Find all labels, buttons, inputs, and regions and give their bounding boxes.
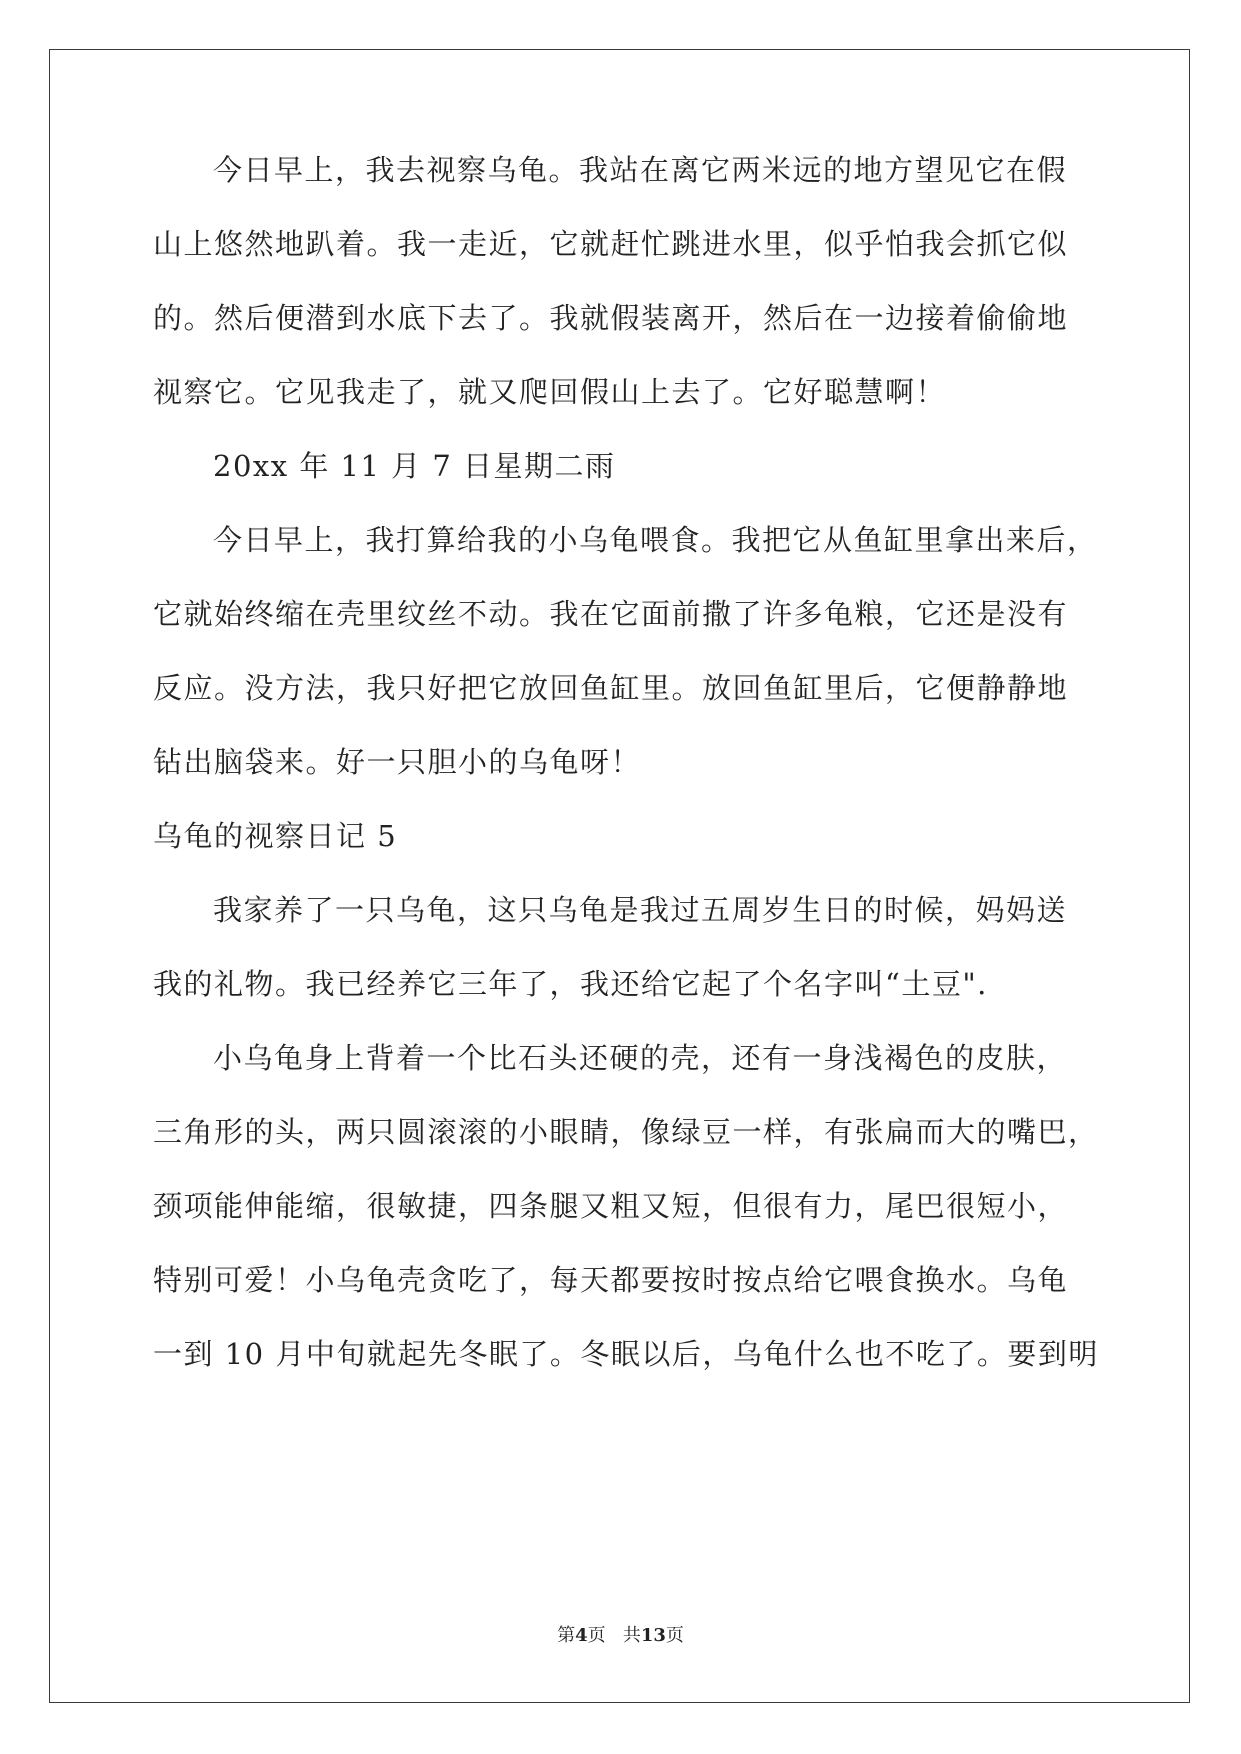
total-pages: 13 [640, 1625, 666, 1646]
paragraph-line: 今日早上，我打算给我的小乌龟喂食。我把它从鱼缸里拿出来后， [213, 523, 1098, 557]
paragraph-line: 它就始终缩在壳里纹丝不动。我在它面前撒了许多龟粮，它还是没有 [153, 597, 1069, 631]
paragraph-line: 我的礼物。我已经养它三年了，我还给它起了个名字叫“土豆". [153, 967, 988, 1001]
paragraph-line: 三角形的头，两只圆滚滚的小眼睛，像绿豆一样，有张扁而大的嘴巴， [153, 1115, 1099, 1149]
paragraph-line: 我家养了一只乌龟，这只乌龟是我过五周岁生日的时候，妈妈送 [213, 893, 1068, 927]
paragraph-line: 小乌龟身上背着一个比石头还硬的壳，还有一身浅褐色的皮肤， [213, 1041, 1068, 1075]
page-suffix: 页 [587, 1625, 606, 1646]
paragraph-line: 山上悠然地趴着。我一走近，它就赶忙跳进水里，似乎怕我会抓它似 [153, 227, 1069, 261]
paragraph-line: 特别可爱！小乌龟壳贪吃了，每天都要按时按点给它喂食换水。乌龟 [153, 1263, 1069, 1297]
total-suffix: 页 [665, 1625, 684, 1646]
paragraph-line: 今日早上，我去视察乌龟。我站在离它两米远的地方望见它在假 [213, 153, 1068, 187]
page-prefix: 第 [557, 1625, 576, 1646]
paragraph-line: 一到 10 月中旬就起先冬眠了。冬眠以后，乌龟什么也不吃了。要到明 [153, 1337, 1099, 1371]
page-footer [0, 1624, 1241, 1648]
total-prefix: 共 [622, 1625, 641, 1646]
paragraph-line: 钻出脑袋来。好一只胆小的乌龟呀！ [153, 745, 642, 779]
section-heading: 乌龟的视察日记 5 [153, 819, 398, 853]
paragraph-line: 的。然后便潜到水底下去了。我就假装离开，然后在一边接着偷偷地 [153, 301, 1069, 335]
paragraph-line: 反应。没方法，我只好把它放回鱼缸里。放回鱼缸里后，它便静静地 [153, 671, 1069, 705]
paragraph-line: 视察它。它见我走了，就又爬回假山上去了。它好聪慧啊！ [153, 375, 947, 409]
date-line: 20xx 年 11 月 7 日星期二雨 [213, 449, 616, 483]
page-number: 4 [575, 1625, 588, 1646]
paragraph-line: 颈项能伸能缩，很敏捷，四条腿又粗又短，但很有力，尾巴很短小， [153, 1189, 1069, 1223]
